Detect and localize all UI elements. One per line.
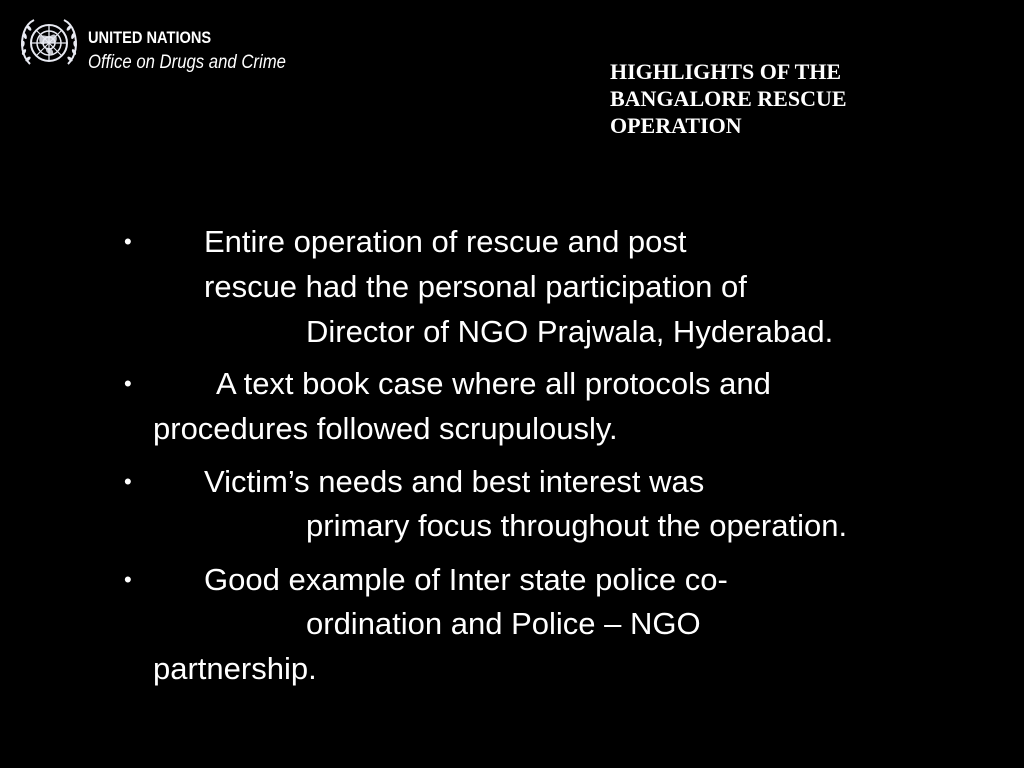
slide-title-line2: BANGALORE RESCUE [610, 86, 847, 111]
bullet-text-line: ordination and Police – NGO [306, 606, 701, 641]
bullet-text-line: procedures followed scrupulously. [153, 411, 618, 446]
bullet-text-line: Director of NGO Prajwala, Hyderabad. [306, 314, 834, 349]
bullet-text-line: Victim’s needs and best interest was [204, 464, 705, 499]
bullet-text-line: partnership. [153, 651, 317, 686]
slide-title-line1: HIGHLIGHTS OF THE [610, 59, 842, 84]
bullet-text-line: Entire operation of rescue and post [204, 224, 687, 259]
bullet-marker: • [124, 469, 132, 494]
bullet-text-line: A text book case where all protocols and [216, 366, 771, 401]
bullet-marker: • [124, 567, 132, 592]
bullet-marker: • [124, 229, 132, 254]
org-name-line1: UNITED NATIONS [88, 28, 212, 47]
bullet-marker: • [124, 371, 132, 396]
org-name-line2: Office on Drugs and Crime [88, 52, 286, 73]
bullet-text-line: primary focus throughout the operation. [306, 508, 848, 543]
bullet-text-line: Good example of Inter state police co- [204, 562, 728, 597]
bullet-text-line: rescue had the personal participation of [204, 269, 747, 304]
slide-title-line3: OPERATION [610, 113, 742, 138]
